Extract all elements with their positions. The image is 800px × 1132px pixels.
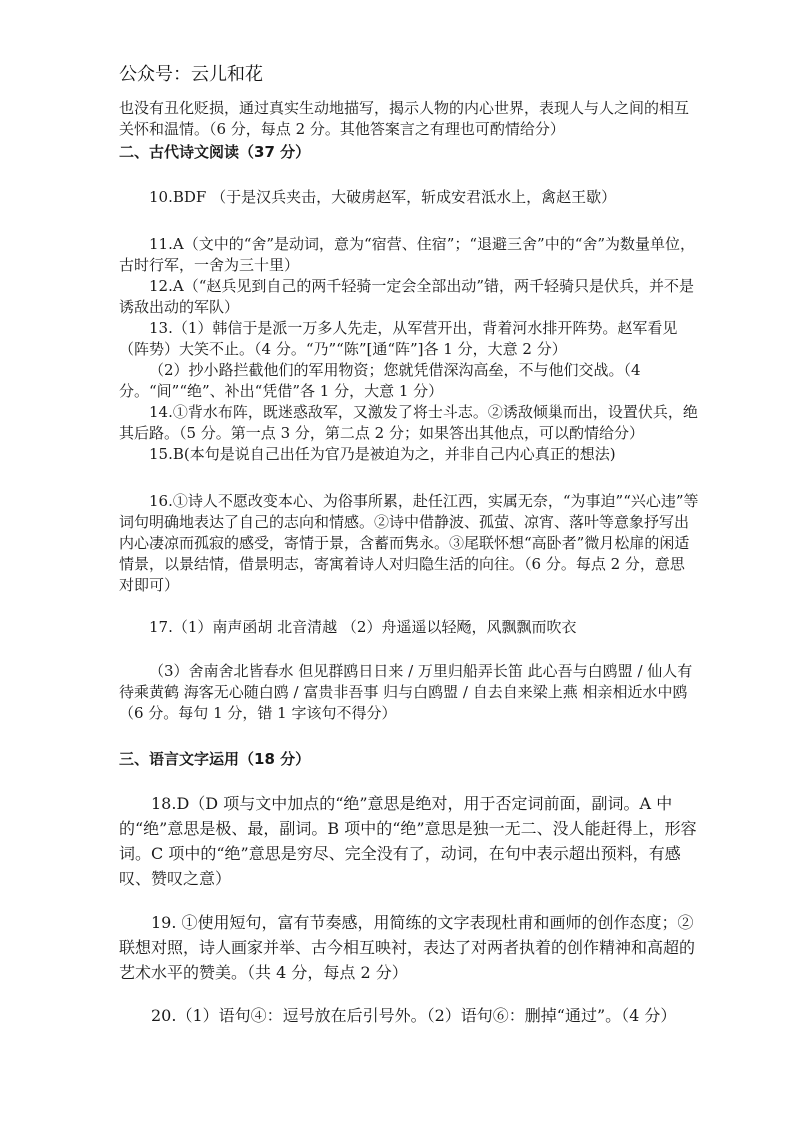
answer-14: 14.①背水布阵，既迷惑敌军，又激发了将士斗志。②诱敌倾巢而出，设置伏兵，绝其后路。（5 分。第一点 3 分，第二点 2 分；如果答出其他点，可以酌情给分） — [119, 403, 698, 442]
answer-16: 16.①诗人不愿改变本心、为俗事所累，赴任江西，实属无奈，“为事迫”“兴心违”等词句明确地表达了自己的志向和情感。②诗中借静波、孤萤、凉宵、落叶等意象抒写出内心凄凉而孤寂的感受，寄情于景，含蓄而隽永。③尾联怀想“高卧者”微月松扉的闲适情景，以景结情，借景明志，寄寓着诗人对归隐生活的向往。（6 分。每点 2 分，意思对即可） — [119, 492, 699, 594]
answer-20: 20.（1）语句④：逗号放在后引号外。（2）语句⑥：删掉“通过”。（4 分） — [151, 1006, 677, 1025]
answer-10: 10.BDF （于是汉兵夹击，大破虏赵军，斩成安君泜水上，禽赵王歇） — [149, 188, 617, 206]
section-2-title: 二、古代诗文阅读（37 分） — [119, 143, 311, 161]
intro-paragraph: 也没有丑化贬损，通过真实生动地描写，揭示人物的内心世界，表现人与人之间的相互关怀和温情。（6 分，每点 2 分。其他答案言之有理也可酌情给分） — [119, 99, 690, 138]
answer-17-2: （3）舍南舍北皆春水 但见群鸥日日来 / 万里归船弄长笛 此心吾与白鸥盟 / 仙人有待乘黄鹤 海客无心随白鸥 / 富贵非吾事 归与白鸥盟 / 自去自来梁上燕 相亲相近水中鸥（6 分。每句 1 分，错 1 字该句不得分） — [119, 662, 693, 722]
answer-18: 18.D（D 项与文中加点的“绝”意思是绝对，用于否定词前面，副词。A 中的“绝”意思是极、最，副词。B 项中的“绝”意思是独一无二、没人能赶得上，形容词。C 项中的“绝”意思是穷尽、完全没有了，动词，在句中表示超出预料，有感叹、赞叹之意） — [119, 794, 697, 888]
answer-11: 11.A（文中的“舍”是动词，意为“宿营、住宿”；“退避三舍”中的“舍”为数量单位，古时行军，一舍为三十里） — [119, 235, 696, 274]
section-3-title: 三、语言文字运用（18 分） — [119, 750, 311, 768]
page-header: 公众号：云儿和花 — [119, 64, 263, 85]
answer-17-1: 17.（1）南声函胡 北音清越 （2）舟遥遥以轻飏，风飘飘而吹衣 — [149, 618, 577, 636]
answer-12: 12.A（“赵兵见到自己的两千轻骑一定会全部出动”错，两千轻骑只是伏兵，并不是诱敌出动的军队） — [119, 277, 695, 316]
answer-13-2: （2）抄小路拦截他们的军用物资；您就凭借深沟高垒，不与他们交战。（4 分。“间”“绝”、补出“凭借”各 1 分，大意 1 分） — [119, 361, 641, 400]
answer-15: 15.B(本句是说自己出任为官乃是被迫为之，并非自己内心真正的想法) — [149, 445, 616, 463]
answer-13-1: 13.（1）韩信于是派一万多人先走，从军营开出，背着河水排开阵势。赵军看见（阵势）大笑不止。（4 分。“乃”“陈”[通“阵”]各 1 分，大意 2 分） — [119, 319, 678, 358]
answer-19: 19. ①使用短句，富有节奏感，用简练的文字表现杜甫和画师的创作态度；②联想对照，诗人画家并举、古今相互映衬，表达了对两者执着的创作精神和高超的艺术水平的赞美。（共 4 分，每点 2 分） — [119, 913, 696, 982]
